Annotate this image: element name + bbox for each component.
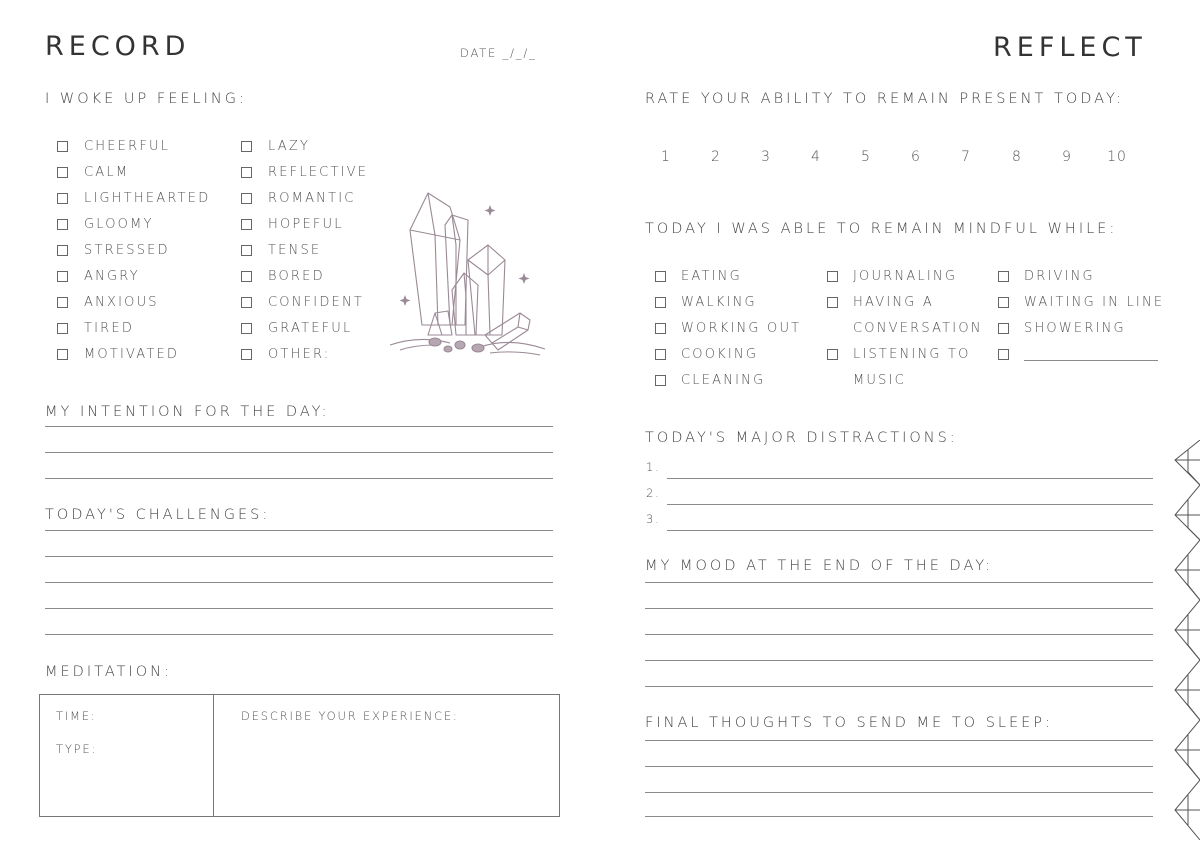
final-thoughts-line[interactable]: [645, 740, 1153, 741]
mindful-checkbox[interactable]: [998, 349, 1009, 360]
mindful-heading: TODAY I WAS ABLE TO REMAIN MINDFUL WHILE:: [645, 221, 1118, 237]
feeling-checkbox[interactable]: [57, 219, 68, 230]
feeling-checkbox[interactable]: [57, 167, 68, 178]
date-label: DATE _/_/_: [460, 46, 537, 60]
scale-option[interactable]: 4: [811, 149, 821, 165]
mindful-label: HAVING A: [853, 295, 934, 310]
feeling-label: TIRED: [84, 321, 135, 336]
intention-line[interactable]: [45, 478, 553, 479]
feeling-label: GLOOMY: [84, 217, 154, 232]
feeling-checkbox[interactable]: [241, 219, 252, 230]
feeling-label: LAZY: [268, 139, 311, 154]
intention-heading: MY INTENTION FOR THE DAY:: [45, 404, 330, 420]
feeling-checkbox[interactable]: [241, 193, 252, 204]
mindful-checkbox[interactable]: [998, 297, 1009, 308]
feeling-label: REFLECTIVE: [268, 165, 369, 180]
mindful-checkbox[interactable]: [827, 271, 838, 282]
scale-option[interactable]: 8: [1012, 149, 1022, 165]
scale-option[interactable]: 10: [1107, 149, 1127, 165]
distraction-number: 3.: [646, 512, 661, 526]
mindful-label: WORKING OUT: [681, 321, 802, 336]
mindful-checkbox[interactable]: [655, 271, 666, 282]
mindful-label: LISTENING TO: [853, 347, 971, 362]
meditation-time-label[interactable]: TIME:: [56, 709, 97, 723]
scale-option[interactable]: 6: [911, 149, 921, 165]
mindful-label: EATING: [681, 269, 742, 284]
scale-option[interactable]: 2: [711, 149, 721, 165]
geometric-pattern-icon: [1160, 440, 1200, 840]
reflect-title: REFLECT: [993, 32, 1147, 63]
challenges-line[interactable]: [45, 634, 553, 635]
mindful-checkbox[interactable]: [655, 349, 666, 360]
feeling-checkbox[interactable]: [57, 349, 68, 360]
mindful-checkbox[interactable]: [998, 323, 1009, 334]
final-thoughts-line[interactable]: [645, 766, 1153, 767]
feeling-label: CHEERFUL: [84, 139, 171, 154]
feeling-checkbox[interactable]: [57, 297, 68, 308]
feeling-label: TENSE: [268, 243, 322, 258]
meditation-box: [39, 694, 560, 817]
mindful-checkbox[interactable]: [655, 297, 666, 308]
intention-line[interactable]: [45, 452, 553, 453]
mindful-other-line[interactable]: [1024, 360, 1158, 361]
mindful-checkbox[interactable]: [655, 375, 666, 386]
feeling-checkbox[interactable]: [241, 167, 252, 178]
record-title: RECORD: [45, 31, 191, 62]
final-thoughts-line[interactable]: [645, 792, 1153, 793]
feeling-checkbox[interactable]: [241, 323, 252, 334]
feeling-label: ANXIOUS: [84, 295, 159, 310]
distraction-line[interactable]: [667, 504, 1153, 505]
feeling-label: HOPEFUL: [268, 217, 344, 232]
scale-option[interactable]: 1: [661, 149, 671, 165]
meditation-divider: [213, 695, 214, 816]
challenges-line[interactable]: [45, 582, 553, 583]
distraction-number: 2.: [646, 486, 661, 500]
mindful-label: SHOWERING: [1024, 321, 1126, 336]
feeling-checkbox[interactable]: [241, 245, 252, 256]
feeling-checkbox[interactable]: [57, 271, 68, 282]
mindful-checkbox[interactable]: [827, 297, 838, 308]
feeling-label: CALM: [84, 165, 130, 180]
feeling-label: CONFIDENT: [268, 295, 365, 310]
scale-option[interactable]: 9: [1062, 149, 1072, 165]
feeling-label: BORED: [268, 269, 325, 284]
feeling-checkbox[interactable]: [57, 323, 68, 334]
mindful-label-continued: MUSIC: [853, 373, 906, 388]
mindful-label: DRIVING: [1024, 269, 1095, 284]
feeling-label: STRESSED: [84, 243, 170, 258]
meditation-heading: MEDITATION:: [45, 664, 172, 680]
distractions-heading: TODAY'S MAJOR DISTRACTIONS:: [645, 430, 958, 446]
scale-option[interactable]: 7: [961, 149, 971, 165]
mindful-label-continued: CONVERSATION: [853, 321, 983, 336]
crystal-illustration-icon: [380, 185, 555, 365]
meditation-type-label[interactable]: TYPE:: [56, 742, 98, 756]
final-thoughts-line[interactable]: [645, 816, 1153, 817]
final-thoughts-heading: FINAL THOUGHTS TO SEND ME TO SLEEP:: [645, 715, 1053, 731]
challenges-heading: TODAY'S CHALLENGES:: [45, 507, 271, 523]
feeling-checkbox[interactable]: [241, 349, 252, 360]
mood-line[interactable]: [645, 608, 1153, 609]
challenges-line[interactable]: [45, 556, 553, 557]
mindful-label: WAITING IN LINE: [1024, 295, 1165, 310]
woke-up-heading: I WOKE UP FEELING:: [45, 91, 247, 107]
feeling-label: MOTIVATED: [84, 347, 180, 362]
scale-option[interactable]: 3: [761, 149, 771, 165]
feeling-label: LIGHTHEARTED: [84, 191, 211, 206]
challenges-line[interactable]: [45, 608, 553, 609]
feeling-checkbox[interactable]: [57, 141, 68, 152]
distraction-line[interactable]: [667, 530, 1153, 531]
feeling-checkbox[interactable]: [241, 297, 252, 308]
mindful-checkbox[interactable]: [827, 349, 838, 360]
distraction-number: 1.: [646, 460, 661, 474]
feeling-checkbox[interactable]: [57, 193, 68, 204]
mindful-checkbox[interactable]: [655, 323, 666, 334]
feeling-label: GRATEFUL: [268, 321, 353, 336]
mindful-label: COOKING: [681, 347, 759, 362]
mood-line[interactable]: [645, 686, 1153, 687]
mindful-label: WALKING: [681, 295, 757, 310]
feeling-label: OTHER:: [268, 347, 331, 362]
feeling-checkbox[interactable]: [241, 271, 252, 282]
mood-heading: MY MOOD AT THE END OF THE DAY:: [645, 558, 994, 574]
mood-line[interactable]: [645, 634, 1153, 635]
feeling-label: ROMANTIC: [268, 191, 356, 206]
mood-line[interactable]: [645, 660, 1153, 661]
mindful-checkbox[interactable]: [998, 271, 1009, 282]
feeling-checkbox[interactable]: [57, 245, 68, 256]
feeling-label: ANGRY: [84, 269, 140, 284]
intention-line[interactable]: [45, 426, 553, 427]
challenges-line[interactable]: [45, 530, 553, 531]
scale-option[interactable]: 5: [861, 149, 871, 165]
mood-line[interactable]: [645, 582, 1153, 583]
feeling-checkbox[interactable]: [241, 141, 252, 152]
meditation-describe-label[interactable]: DESCRIBE YOUR EXPERIENCE:: [241, 709, 459, 723]
rate-heading: RATE YOUR ABILITY TO REMAIN PRESENT TODAY:: [645, 91, 1124, 107]
mindful-label: CLEANING: [681, 373, 766, 388]
distraction-line[interactable]: [667, 478, 1153, 479]
mindful-label: JOURNALING: [853, 269, 958, 284]
